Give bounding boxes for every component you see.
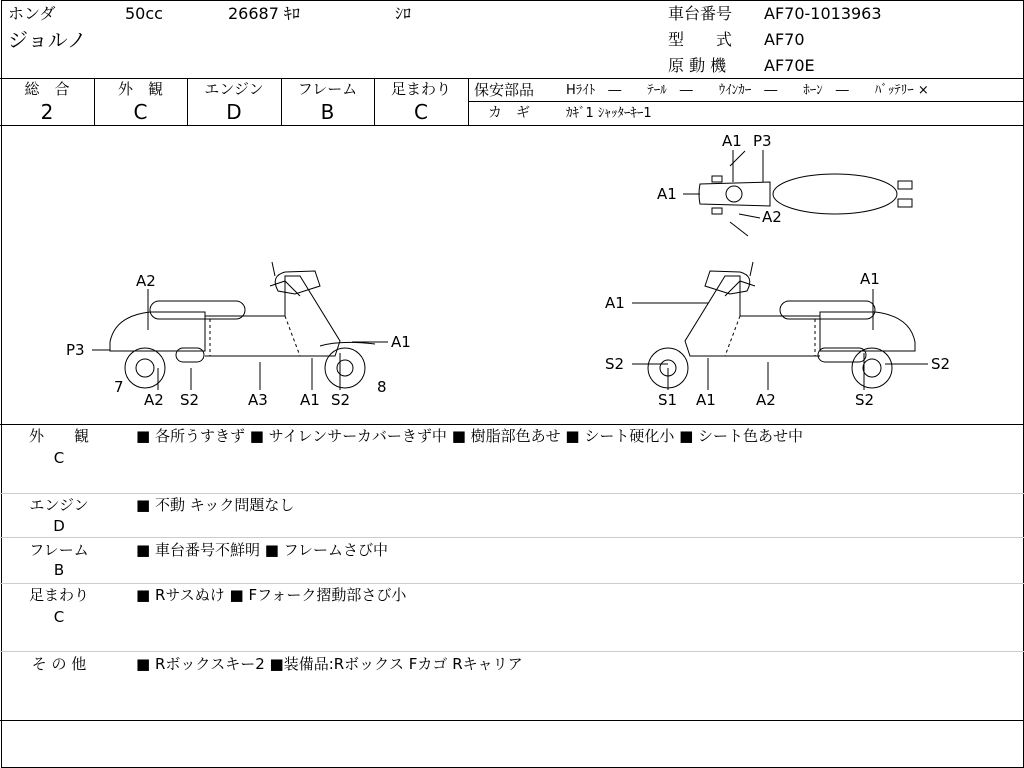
top-label-p3: P3 xyxy=(753,132,772,150)
left-label-s2: S2 xyxy=(180,391,200,409)
left-label-a2: A2 xyxy=(144,391,164,409)
grade-exterior-label: 外 観 xyxy=(117,80,163,98)
remark-exterior-text: ■ 各所うすきず ■ サイレンサーカバーきず中 ■ 樹脂部色あせ ■ シート硬化小 ■ シート色あせ中 xyxy=(136,427,804,445)
rule xyxy=(0,78,1024,79)
right-label-s2-rear: S2 xyxy=(855,391,875,409)
rule xyxy=(0,537,1024,538)
right-label-s2-front: S2 xyxy=(605,355,625,373)
grade-suspension-value: C xyxy=(414,100,428,124)
remark-exterior-grade: C xyxy=(53,449,65,467)
maker: ホンダ xyxy=(8,4,56,23)
frame-number-value: AF70-1013963 xyxy=(764,4,882,23)
rule xyxy=(468,101,1024,102)
remark-engine-label: エンジン xyxy=(29,496,89,514)
grade-total-label: 総 合 xyxy=(24,80,70,98)
grade-suspension-label: 足まわり xyxy=(390,80,451,98)
remark-other-label: そ の 他 xyxy=(31,655,87,673)
right-label-a1-front: A1 xyxy=(605,294,625,312)
grade-engine-value: D xyxy=(226,100,242,124)
remark-engine-grade: D xyxy=(53,517,65,535)
left-side-scooter xyxy=(92,262,375,388)
key-items: ｶｷﾞ1 ｼｬｯﾀｰｷｰ1 xyxy=(566,106,652,121)
key-label: カ ギ xyxy=(488,105,530,121)
remark-other-text: ■ Rボックスキー2 ■装備品:Rボックス Fカゴ Rキャリア xyxy=(136,655,523,673)
mileage: 26687 ｷﾛ xyxy=(228,4,300,23)
top-label-a1: A1 xyxy=(722,132,742,150)
remark-frame-grade: B xyxy=(53,561,65,579)
safety-items: Hﾗｲﾄ ― ﾃｰﾙ ― ｳｲﾝｶｰ ― ﾎｰﾝ ― ﾊﾞｯﾃﾘｰ × xyxy=(566,83,929,98)
engine-type-label: 原 動 機 xyxy=(668,56,727,75)
right-label-a1: A1 xyxy=(696,391,716,409)
color: ｼﾛ xyxy=(395,4,412,23)
grade-total-value: 2 xyxy=(40,100,54,124)
top-label-a2: A2 xyxy=(762,208,782,226)
rule xyxy=(0,424,1024,425)
scooter-diagram xyxy=(0,126,1024,424)
remark-suspension-label: 足まわり xyxy=(28,586,89,604)
rule xyxy=(0,493,1024,494)
grade-frame-label: フレーム xyxy=(297,80,358,98)
safety-label: 保安部品 xyxy=(474,81,535,99)
left-label-s2b: S2 xyxy=(331,391,351,409)
grade-frame-value: B xyxy=(320,100,335,124)
left-label-a2-seat: A2 xyxy=(136,272,156,290)
remark-exterior-label: 外 観 xyxy=(28,427,89,445)
left-label-a3: A3 xyxy=(248,391,268,409)
left-label-p3: P3 xyxy=(66,341,85,359)
engine-type-value: AF70E xyxy=(764,56,815,75)
left-label-a1-muffler: A1 xyxy=(391,333,411,351)
remark-suspension-text: ■ Rサスぬけ ■ Fフォーク摺動部さび小 xyxy=(136,586,407,604)
grade-exterior-value: C xyxy=(133,100,148,124)
remark-frame-text: ■ 車台番号不鮮明 ■ フレームさび中 xyxy=(136,541,389,559)
right-label-a1-seat: A1 xyxy=(860,270,880,288)
rule xyxy=(0,651,1024,652)
rule xyxy=(468,78,469,125)
model-name: ジョルノ xyxy=(8,28,87,52)
top-label-a1-left: A1 xyxy=(657,185,677,203)
right-label-s1: S1 xyxy=(658,391,678,409)
frame-number-label: 車台番号 xyxy=(668,4,733,23)
remark-suspension-grade: C xyxy=(53,608,65,626)
model-type-value: AF70 xyxy=(764,30,805,49)
right-label-a2: A2 xyxy=(756,391,776,409)
left-label-8: 8 xyxy=(377,378,387,396)
model-type-label: 型 式 xyxy=(668,30,733,49)
rule xyxy=(0,583,1024,584)
remark-frame-label: フレーム xyxy=(29,541,89,559)
rule xyxy=(0,720,1024,721)
right-label-s2-muffler: S2 xyxy=(931,355,951,373)
top-view-scooter xyxy=(683,151,912,236)
left-label-7: 7 xyxy=(114,378,124,396)
left-label-a1: A1 xyxy=(300,391,320,409)
displacement: 50cc xyxy=(125,4,163,23)
remark-engine-text: ■ 不動 キック問題なし xyxy=(136,496,295,514)
grade-engine-label: エンジン xyxy=(204,80,264,98)
